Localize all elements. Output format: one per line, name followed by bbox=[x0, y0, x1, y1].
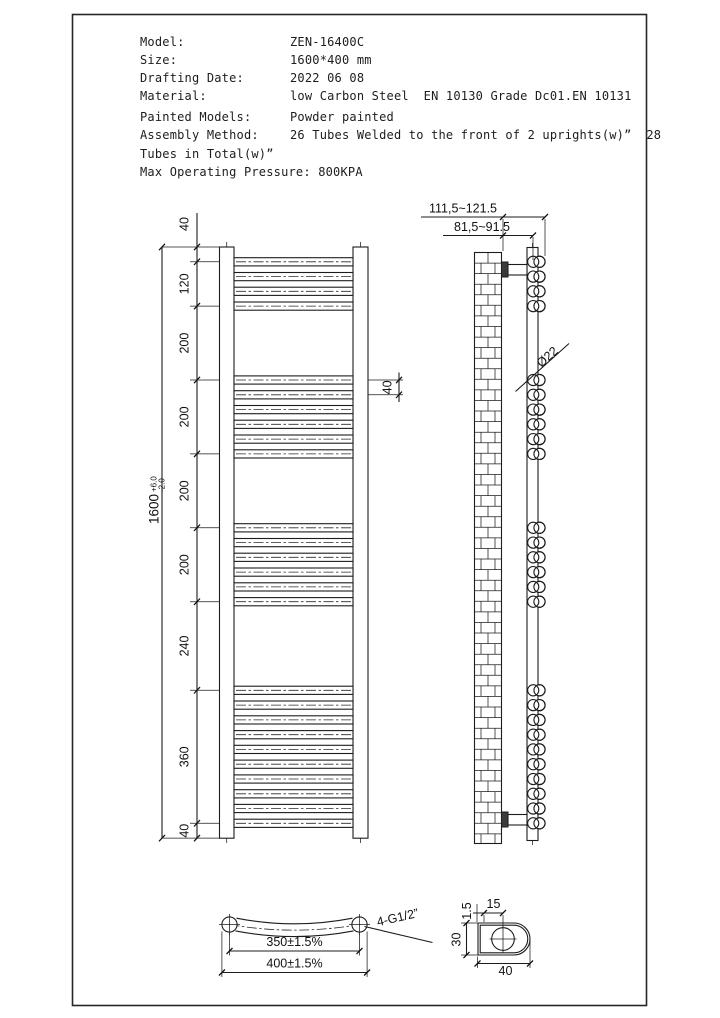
spec-row bbox=[140, 163, 660, 181]
tube-end bbox=[528, 552, 539, 563]
tube-end bbox=[528, 286, 539, 297]
tube-end bbox=[528, 389, 539, 400]
spec-label: Model: bbox=[140, 35, 185, 49]
fitting-callout bbox=[365, 906, 433, 942]
tube-end bbox=[528, 729, 539, 740]
spec-value: 2022 06 08 bbox=[290, 71, 365, 86]
chain-dim-label: 200 bbox=[177, 554, 192, 576]
top-bracket bbox=[502, 262, 528, 277]
spec-label: Tubes in Total(w)” bbox=[140, 146, 274, 161]
tube-end bbox=[528, 448, 539, 459]
spec-row bbox=[140, 126, 660, 144]
tube-end bbox=[528, 803, 539, 814]
depth-label: 30 bbox=[449, 932, 464, 947]
chain-dim-label: 120 bbox=[177, 273, 192, 295]
front-tubes bbox=[234, 258, 353, 828]
overall-tol-plus: +6.0 bbox=[149, 476, 159, 492]
tube-end bbox=[528, 404, 539, 415]
tube-end bbox=[528, 714, 539, 725]
spec-label: Painted Models: bbox=[140, 110, 252, 125]
front-view bbox=[147, 213, 404, 843]
tube-end bbox=[528, 301, 539, 312]
spec-row bbox=[140, 108, 660, 126]
tube-end bbox=[528, 537, 539, 548]
wall-thickness-dim bbox=[460, 902, 477, 922]
left-upright bbox=[220, 247, 235, 838]
tube-centerline bbox=[230, 925, 360, 931]
section-view bbox=[450, 897, 534, 978]
spec-label: Size: bbox=[140, 53, 178, 68]
chain-dim-label: 360 bbox=[177, 746, 192, 768]
center-offset-label: 15 bbox=[486, 897, 501, 911]
tube-end bbox=[528, 581, 539, 592]
chain-dim-label: 200 bbox=[177, 332, 192, 354]
overall-height-value: 1600 bbox=[146, 493, 162, 525]
spec-value: ZEN-16400C bbox=[290, 35, 365, 49]
tube-diameter-label: Ø22 bbox=[533, 343, 561, 371]
tube-end bbox=[528, 685, 539, 696]
pitch-dim bbox=[368, 373, 403, 403]
spec-value: low Carbon Steel EN 10130 Grade Dc01.EN 10131 bbox=[290, 89, 632, 104]
tube-end bbox=[528, 700, 539, 711]
center-offset-dim bbox=[473, 897, 506, 927]
spec-row bbox=[140, 51, 660, 69]
tube-end bbox=[528, 596, 539, 607]
plan-overall-dim-label: 400±1.5% bbox=[266, 956, 323, 971]
wall-to-front-dim-label: 111,5~121.5 bbox=[428, 201, 498, 216]
tube-end bbox=[528, 567, 539, 578]
tube-end bbox=[528, 759, 539, 770]
spec-row bbox=[140, 33, 660, 51]
right-upright bbox=[353, 247, 368, 838]
bottom-bracket bbox=[502, 812, 528, 827]
tube-end bbox=[528, 434, 539, 445]
side-view bbox=[421, 202, 569, 846]
tube-end bbox=[528, 773, 539, 784]
overall-tol-minus: -2.0 bbox=[157, 478, 167, 492]
tube-end bbox=[528, 744, 539, 755]
spec-row bbox=[140, 87, 660, 105]
pitch-dim-label: 40 bbox=[380, 380, 395, 395]
spec-label: Drafting Date: bbox=[140, 71, 244, 86]
chain-dim-label: 240 bbox=[177, 635, 192, 657]
spec-label: Assembly Method: bbox=[140, 128, 259, 143]
chain-labels bbox=[178, 217, 192, 838]
tube-end bbox=[528, 419, 539, 430]
plan-view bbox=[219, 906, 433, 977]
chain-dim-label: 200 bbox=[177, 406, 192, 428]
wall-thickness-label: 1.5 bbox=[460, 902, 474, 920]
spec-value: 1600*400 mm bbox=[290, 53, 372, 68]
spec-label: Max Operating Pressure: bbox=[140, 164, 311, 179]
wall-to-center-dim-label: 81,5~91.5 bbox=[454, 220, 510, 234]
tube-end bbox=[528, 522, 539, 533]
centers-dim bbox=[227, 934, 363, 956]
chain-dim-label: 40 bbox=[177, 217, 192, 231]
spec-label: Material: bbox=[140, 89, 207, 104]
overall-height-label bbox=[147, 476, 167, 524]
spec-value: 800KPA bbox=[310, 164, 363, 179]
spec-block bbox=[140, 33, 660, 181]
centers-dim-label: 350±1.5% bbox=[266, 935, 323, 949]
tube-end bbox=[528, 788, 539, 799]
width-label: 40 bbox=[498, 964, 513, 978]
tube-end bbox=[528, 271, 539, 282]
spec-value: Powder painted bbox=[290, 110, 394, 125]
depth-dim bbox=[450, 920, 478, 958]
spec-row bbox=[140, 145, 660, 163]
spec-row bbox=[140, 69, 660, 87]
fitting-label: 4-G1/2” bbox=[375, 906, 420, 930]
chain-dim-label: 40 bbox=[177, 823, 192, 838]
chain-dim-label: 200 bbox=[177, 480, 192, 502]
tube-end bbox=[528, 818, 539, 829]
tube-top-edge bbox=[237, 918, 353, 924]
spec-value: 26 Tubes Welded to the front of 2 uprights(w)” 28 bbox=[290, 128, 662, 143]
